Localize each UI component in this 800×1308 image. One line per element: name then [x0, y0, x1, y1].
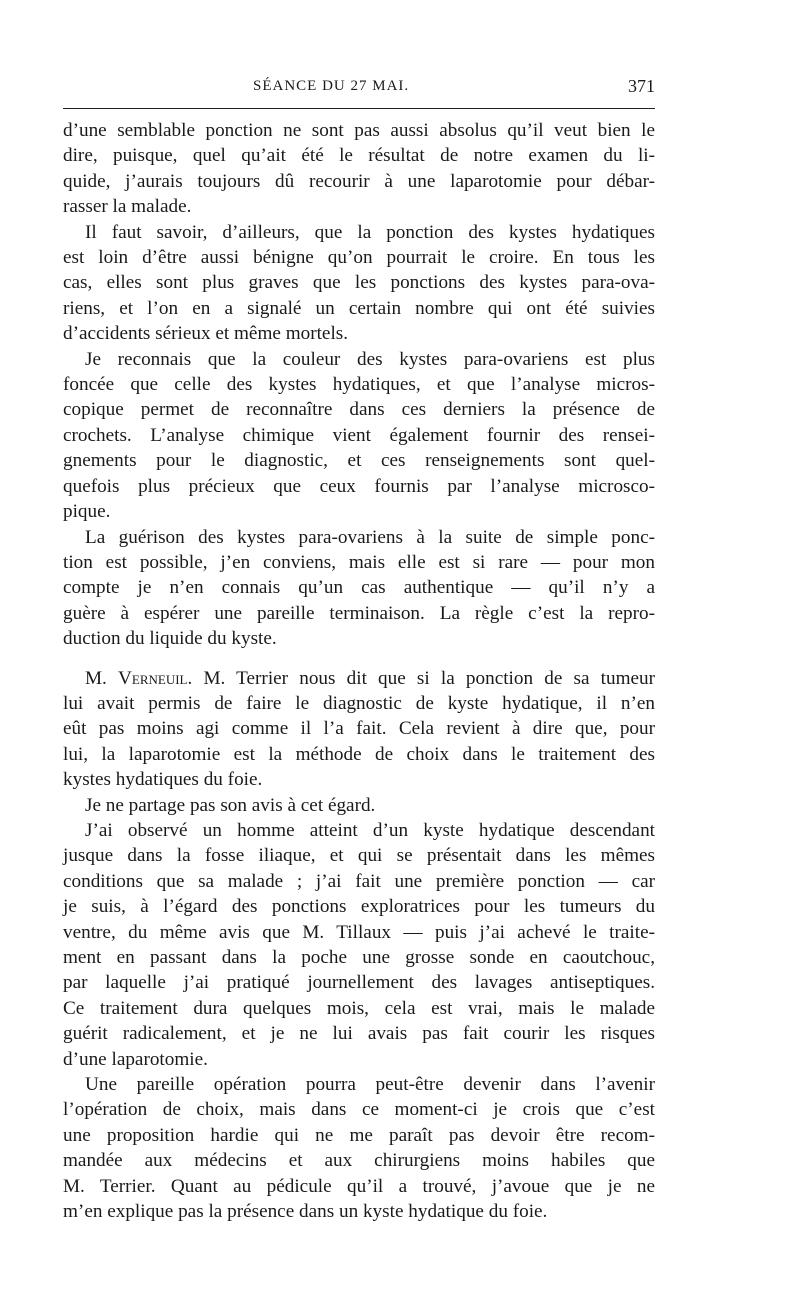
text-line: une proposition hardie qui ne me paraît pas devoir être recom- [63, 1124, 655, 1146]
running-title: SÉANCE DU 27 MAI. [253, 78, 410, 94]
text-line: d’accidents sérieux et même mortels. [63, 323, 349, 345]
text-line: par laquelle j’ai pratiqué journellement des lavages antiseptiques. [63, 972, 655, 994]
text-line: foncée que celle des kystes hydatiques, et que l’analyse micros- [63, 374, 655, 396]
text-line: mandée aux médecins et aux chirurgiens moins habiles que [63, 1150, 655, 1172]
paragraph [63, 220, 655, 347]
text-line: quide, j’aurais toujours dû recourir à une laparotomie pour débar- [63, 170, 655, 192]
text-line: lui, la laparotomie est la méthode de choix dans le traitement des [63, 743, 655, 765]
paragraph [63, 793, 655, 818]
text-line: Ce traitement dura quelques mois, cela est vrai, mais le malade [63, 997, 655, 1019]
text-line: eût pas moins agi comme il l’a fait. Cela revient à dire que, pour [63, 718, 655, 740]
text-line: copique permet de reconnaître dans ces derniers la présence de [63, 399, 655, 421]
header-rule [63, 108, 655, 109]
text-line: quefois plus précieux que ceux fournis par l’analyse microsco- [63, 475, 655, 497]
text-line: jusque dans la fosse iliaque, et qui se présentait dans les mêmes [63, 845, 655, 867]
paragraph [63, 347, 655, 525]
text-line: guère à espérer une pareille terminaison. La règle c’est la repro- [63, 602, 655, 624]
paragraph [63, 818, 655, 1072]
text-line: M. Terrier. Quant au pédicule qu’il a trouvé, j’avoue que je ne [63, 1175, 655, 1197]
paragraph [63, 118, 655, 220]
text-line: est loin d’être aussi bénigne qu’on pourrait le croire. En tous les [63, 247, 655, 269]
text-line: riens, et l’on en a signalé un certain nombre qui ont été suivies [63, 297, 655, 319]
text-line: rasser la malade. [63, 196, 192, 218]
text-line: l’opération de choix, mais dans ce moment-ci je crois que c’est [63, 1099, 655, 1121]
speaker-prefix: M. [85, 667, 119, 689]
text-line: m’en explique pas la présence dans un kyste hydatique du foie. [63, 1201, 548, 1223]
text-line: crochets. L’analyse chimique vient également fournir des rensei- [63, 424, 655, 446]
text-line: La guérison des kystes para-ovariens à la suite de simple ponc- [85, 526, 655, 548]
text-line: pique. [63, 501, 111, 523]
text-line: kystes hydatiques du foie. [63, 769, 263, 791]
speaker-first-line: M. Terrier nous dit que si la ponction de sa tumeur [203, 667, 656, 689]
page-header [63, 74, 655, 102]
text-line: cas, elles sont plus graves que les ponctions des kystes para-ova- [63, 272, 655, 294]
body-text [63, 118, 655, 1224]
text-line: d’une laparotomie. [63, 1048, 208, 1070]
paragraph [63, 525, 655, 652]
text-line: lui avait permis de faire le diagnostic de kyste hydatique, il n’en [63, 692, 655, 714]
text-line: tion est possible, j’en conviens, mais elle est si rare — pour mon [63, 551, 655, 573]
text-line: Je ne partage pas son avis à cet égard. [85, 794, 376, 816]
text-line: compte je n’en connais qu’un cas authentique — qu’il n’y a [63, 577, 655, 599]
speaker-paragraph [63, 666, 655, 793]
text-line: conditions que sa malade ; j’ai fait une première ponction — car [63, 870, 655, 892]
text-line: je suis, à l’égard des ponctions exploratrices pour les tumeurs du [63, 896, 655, 918]
text-line: duction du liquide du kyste. [63, 628, 277, 650]
text-line: Il faut savoir, d’ailleurs, que la ponction des kystes hydatiques [85, 221, 655, 243]
text-line: guérit radicalement, et je ne lui avais pas fait courir les risques [63, 1023, 655, 1045]
text-line: ment en passant dans la poche une grosse sonde en caoutchouc, [63, 947, 655, 968]
text-line: Une pareille opération pourra peut-être devenir dans l’avenir [85, 1074, 655, 1096]
text-line [63, 666, 655, 691]
text-line: J’ai observé un homme atteint d’un kyste hydatique descendant [85, 819, 655, 841]
page-number: 371 [628, 76, 655, 96]
speaker-name: Verneuil [118, 667, 188, 689]
text-line: ventre, du même avis que M. Tillaux — puis j’ai achevé le traite- [63, 921, 655, 943]
text-line: gnements pour le diagnostic, et ces renseignements sont quel- [63, 450, 655, 472]
section-spacer [63, 652, 655, 666]
paragraph [63, 1072, 655, 1224]
text-line: dire, puisque, quel qu’ait été le résultat de notre examen du li- [63, 145, 655, 167]
text-line: d’une semblable ponction ne sont pas aussi absolus qu’il veut bien le [63, 120, 655, 141]
speaker-suffix: . [187, 667, 204, 689]
text-line: Je reconnais que la couleur des kystes para-ovariens est plus [85, 348, 655, 370]
